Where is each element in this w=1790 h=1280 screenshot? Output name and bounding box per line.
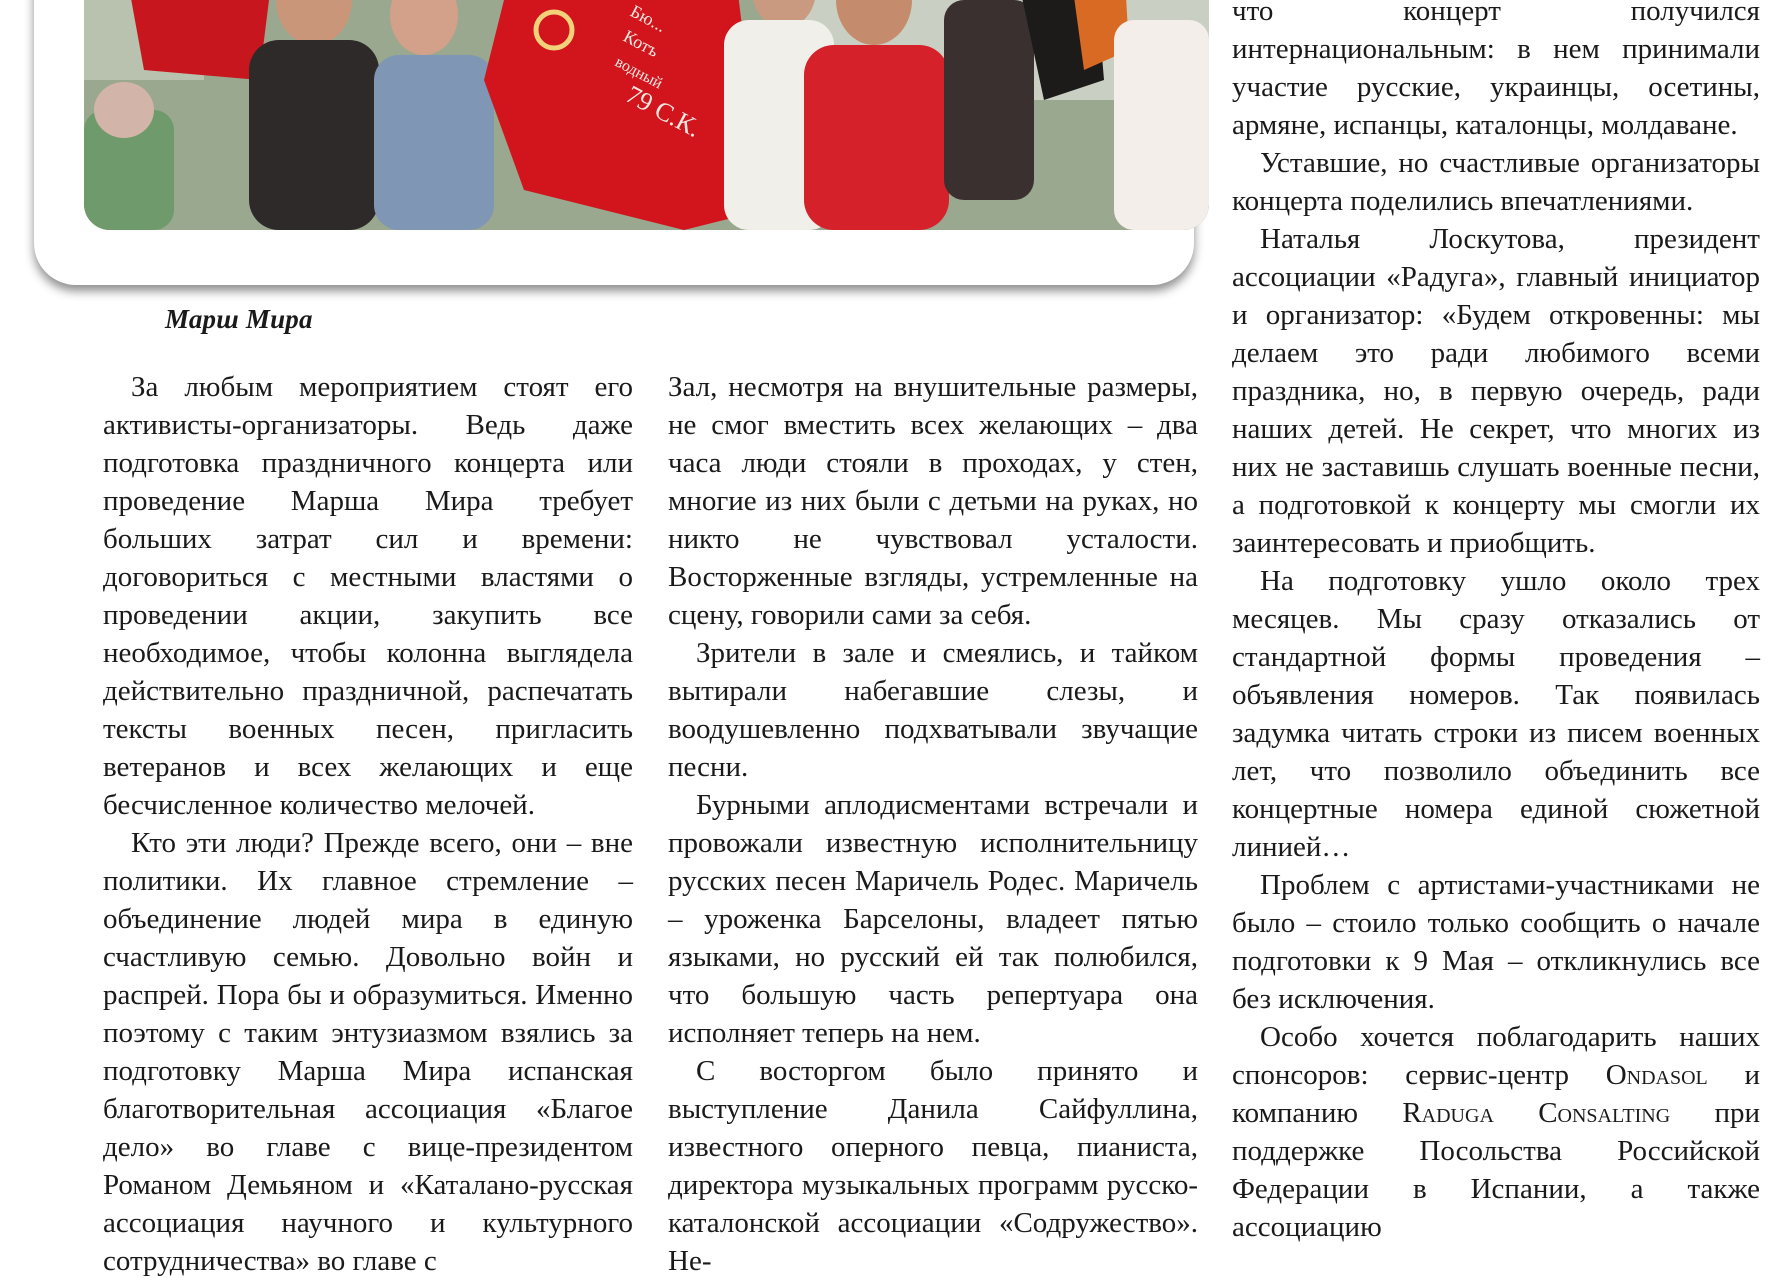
paragraph: что концерт получился интернациональным: в нем принимали участие русские, украинцы, осетины, армяне, испанцы, каталонцы, молдаване. bbox=[1232, 0, 1760, 141]
flag-text-3: Котъ bbox=[620, 25, 663, 61]
text-column-1 bbox=[103, 368, 633, 1280]
sponsors-text-c: при поддержке Посольства Российской Федерации в Испании, а также ассоциацию bbox=[1232, 1097, 1760, 1243]
photo-caption: Марш Мира bbox=[165, 304, 313, 334]
text-column-3 bbox=[1232, 0, 1760, 1246]
sponsors-text-b: и компанию bbox=[1232, 1059, 1760, 1129]
sponsor-raduga: Raduga Consalting bbox=[1402, 1097, 1671, 1129]
paragraph: Кто эти люди? Прежде всего, они – вне политики. Их главное стремление – объединение людей мира в единую счастливую семью. Довольно войн и распрей. Пора бы и образумиться. Именно поэтому с таким энтузиазмом взялись за подготовку Марша Мира испанская благотворительная ассоциация «Благое дело» во главе с вице-президентом Романом Демьяном и «Каталано-русская ассоциация научного и культурного сотрудничества» во главе с bbox=[103, 827, 633, 1277]
text-column-2 bbox=[668, 368, 1198, 1280]
flag-text: 79 С.К. bbox=[621, 79, 706, 143]
march-photo bbox=[84, 0, 1209, 230]
paragraph: За любым мероприятием стоят его активисты-организаторы. Ведь даже подготовка праздничного концерта или проведение Марша Мира требует больших затрат сил и времени: договориться с местными властями о проведении акции, закупить все необходимое, чтобы колонна выглядела действительно праздничной, распечатать тексты военных песен, пригласить ветеранов и всех желающих и еще бесчисленное количество мелочей. bbox=[103, 371, 633, 821]
march-photo-illustration bbox=[84, 0, 1209, 230]
sponsors-paragraph bbox=[1232, 1018, 1760, 1246]
paragraph: Зрители в зале и смеялись, и тайком вытирали набегавшие слезы, и воодушевленно подхватывали звучащие песни. bbox=[668, 637, 1198, 783]
sponsor-ondasol: Ondasol bbox=[1605, 1059, 1708, 1091]
flag-text-4: водный bbox=[612, 53, 666, 93]
photo-frame bbox=[34, 0, 1194, 285]
flag-text-2: Бю... bbox=[627, 0, 670, 37]
sponsors-text-a: Особо хочется поблагодарить наших спонсоров: сервис-центр bbox=[1232, 1021, 1760, 1091]
paragraph: На подготовку ушло около трех месяцев. Мы сразу отказались от стандартной формы проведения – объявления номеров. Так появилась задумка читать строки из писем военных лет, что позволило объединить все концертные номера единой сюжетной линией… bbox=[1232, 565, 1760, 863]
paragraph: Уставшие, но счастливые организаторы концерта поделились впечатлениями. bbox=[1232, 147, 1760, 217]
paragraph: Наталья Лоскутова, президент ассоциации «Радуга», главный инициатор и организатор: «Будем откровенны: мы делаем это ради любимого всеми праздника, но, в первую очередь, ради наших детей. Не секрет, что многих из них не заставишь слушать военные песни, а подготовкой к концерту мы смогли их заинтересовать и приобщить. bbox=[1232, 223, 1760, 559]
paragraph: Зал, несмотря на внушительные размеры, не смог вместить всех желающих – два часа люди стояли в проходах, у стен, многие из них были с детьми на руках, но никто не чувствовал усталости. Восторженные взгляды, устремленные на сцену, говорили сами за себя. bbox=[668, 371, 1198, 631]
paragraph: С восторгом было принято и выступление Данила Сайфуллина, известного оперного певца, пианиста, директора музыкальных программ русско-каталонской ассоциации «Содружество». Не- bbox=[668, 1055, 1198, 1277]
paragraph: Бурными аплодисментами встречали и провожали известную исполнительницу русских песен Маричель Родес. Маричель – уроженка Барселоны, владеет пятью языками, но русский ей так полюбился, что большую часть репертуара она исполняет теперь на нем. bbox=[668, 789, 1198, 1049]
paragraph: Проблем с артистами-участниками не было – стоило только сообщить о начале подготовки к 9 Мая – откликнулись все без исключения. bbox=[1232, 869, 1760, 1015]
